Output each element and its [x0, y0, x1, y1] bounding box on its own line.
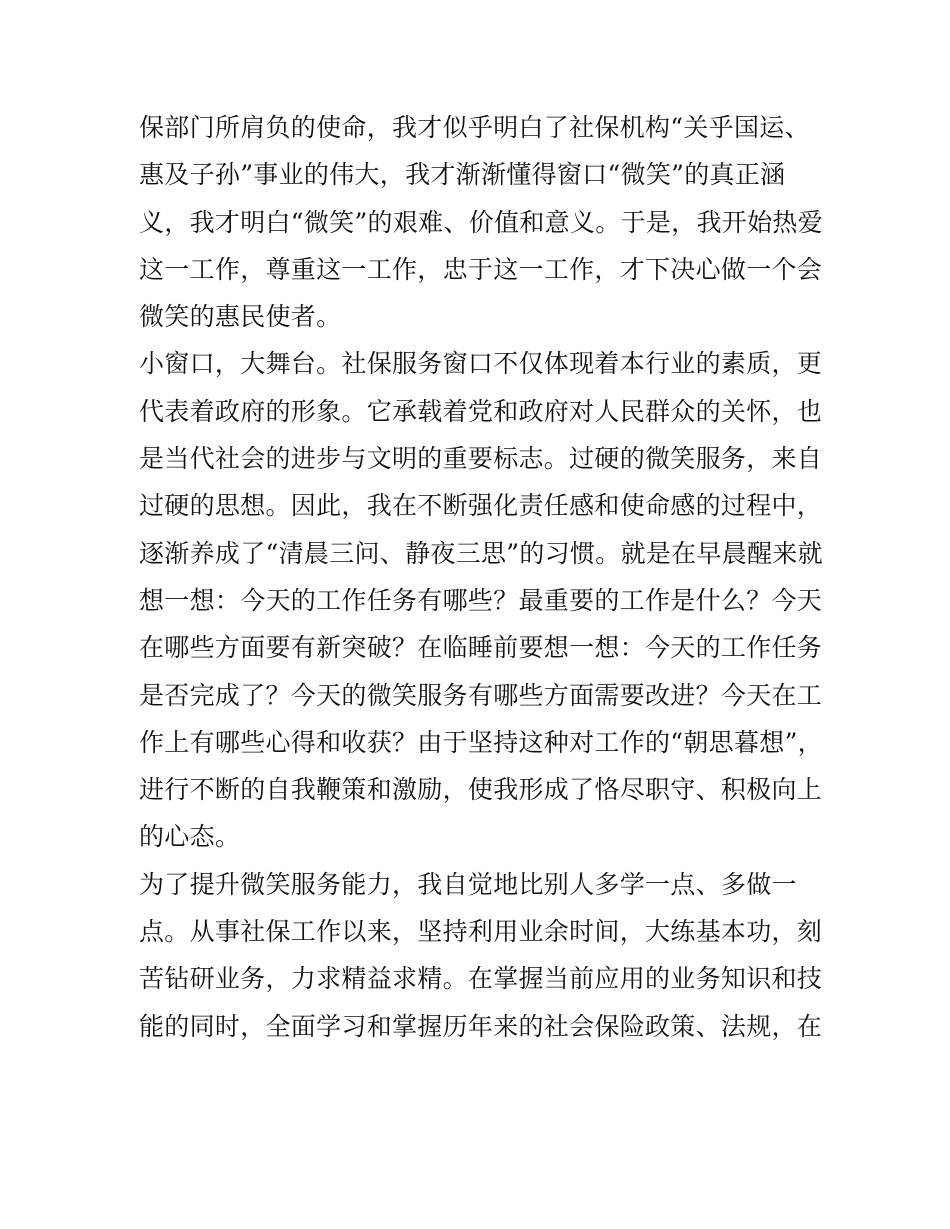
text-line: 的心态。 — [139, 822, 241, 852]
text-line: 惠及子孙”事业的伟大，我才渐渐懂得窗口“微笑”的真正涵 — [139, 160, 786, 190]
text-line: 代表着政府的形象。它承载着党和政府对人民群众的关怀，也 — [139, 396, 823, 426]
text-line: 苦钻研业务，力求精益求精。在掌握当前应用的业务知识和技 — [139, 964, 823, 994]
text-line: 点。从事社保工作以来，坚持利用业余时间，大练基本功，刻 — [139, 917, 823, 947]
text-line: 在哪些方面要有新突破？在临睡前要想一想：今天的工作任务 — [139, 633, 823, 663]
text-line: 想一想：今天的工作任务有哪些？最重要的工作是什么？今天 — [139, 585, 823, 615]
text-line: 保部门所肩负的使命，我才似乎明白了社保机构“关乎国运、 — [139, 113, 810, 142]
text-line: 进行不断的自我鞭策和激励，使我形成了恪尽职守、积极向上 — [139, 775, 823, 805]
text-line: 作上有哪些心得和收获？由于坚持这种对工作的“朝思暮想”， — [139, 727, 823, 757]
text-line: 小窗口，大舞台。社保服务窗口不仅体现着本行业的素质，更 — [139, 349, 823, 379]
text-line: 是否完成了？今天的微笑服务有哪些方面需要改进？今天在工 — [139, 680, 823, 710]
text-line: 过硬的思想。因此，我在不断强化责任感和使命感的过程中， — [139, 491, 823, 521]
text-line: 义，我才明白“微笑”的艰难、价值和意义。于是，我开始热爱 — [139, 207, 823, 237]
text-line: 微笑的惠民使者。 — [139, 302, 342, 332]
text-line: 逐渐养成了“清晨三问、静夜三思”的习惯。就是在早晨醒来就 — [139, 538, 823, 568]
text-line: 是当代社会的进步与文明的重要标志。过硬的微笑服务，来自 — [139, 444, 823, 474]
text-line: 这一工作，尊重这一工作，忠于这一工作，才下决心做一个会 — [139, 254, 823, 284]
text-line: 为了提升微笑服务能力，我自觉地比别人多学一点、多做一 — [139, 869, 797, 899]
text-line: 能的同时，全面学习和掌握历年来的社会保险政策、法规，在 — [139, 1011, 823, 1041]
body-text — [139, 104, 823, 1050]
